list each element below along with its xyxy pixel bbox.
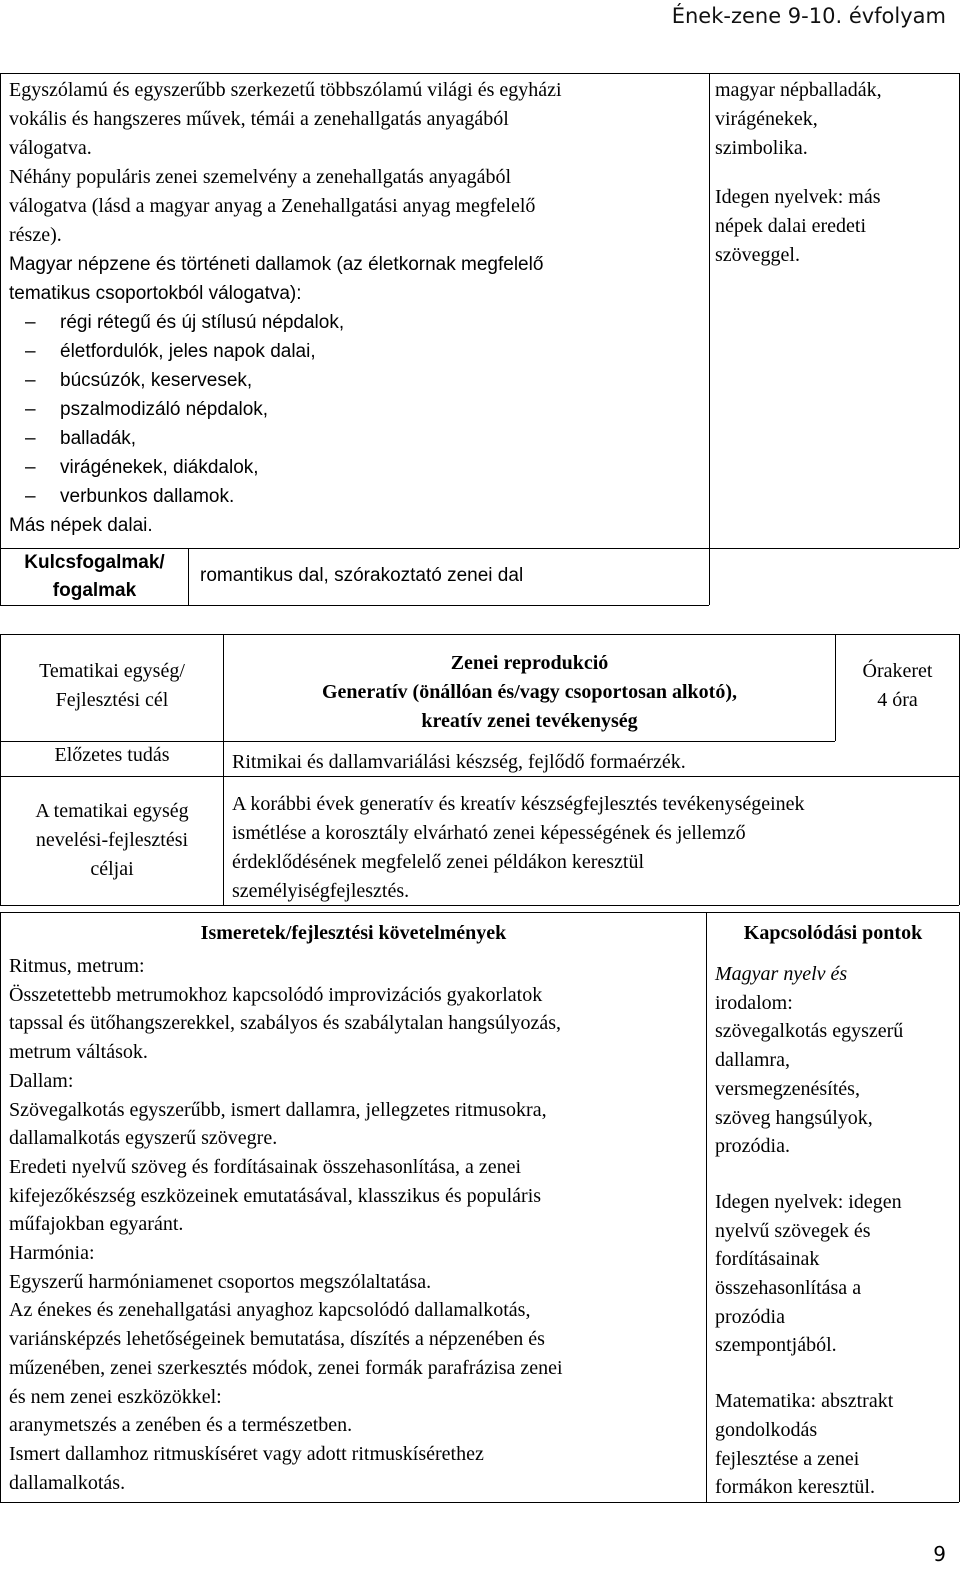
req-line: Ismert dallamhoz ritmuskíséret vagy adott ritmuskísérethez — [9, 1442, 484, 1465]
list-item-text: életfordulók, jeles napok dalai, — [60, 341, 316, 362]
req-line: dallamalkotás egyszerű szövegre. — [9, 1127, 278, 1150]
table-border — [0, 73, 959, 74]
list-item-text: verbunkos dallamok. — [60, 486, 235, 507]
goals-line: ismétlése a korosztály elvárható zenei képességének és jellemző — [232, 822, 746, 844]
req-line: műfajokban egyaránt. — [9, 1213, 184, 1236]
keywords-label-line: Kulcsfogalmak/ — [24, 552, 165, 573]
link-line: Matematika: absztrakt — [715, 1390, 894, 1413]
link-line: virágénekek, — [715, 108, 818, 130]
content-line: Magyar népzene és történeti dallamok (az életkornak megfelelő — [9, 254, 544, 275]
links-cell — [715, 76, 957, 270]
list-item-text: virágénekek, diákdalok, — [60, 457, 259, 478]
keywords-label-line: fogalmak — [52, 580, 137, 601]
link-line: szöveggel. — [715, 244, 800, 266]
document-header: Ének-zene 9-10. évfolyam — [671, 4, 946, 28]
link-line: versmegzenésítés, — [715, 1077, 860, 1100]
requirements-text — [9, 952, 705, 1497]
req-line: Az énekes és zenehallgatási anyaghoz kapcsolódó dallamalkotás, — [9, 1299, 531, 1322]
link-line: népek dalai eredeti — [715, 215, 867, 237]
link-line: összehasonlítása a — [715, 1277, 862, 1300]
link-line: dallamra, — [715, 1049, 790, 1072]
prior-value: Ritmikai és dallamvariálási készség, fejlődő formaérzék. — [232, 751, 686, 773]
list-item: – régi rétegű és új stílusú népdalok, — [25, 312, 345, 333]
content-line: Egyszólamú és egyszerűbb szerkezetű többszólamú világi és egyházi — [9, 79, 562, 101]
table-border — [0, 634, 959, 635]
unit-title-line: kreatív zenei tevékenység — [421, 710, 638, 732]
link-line: nyelvű szövegek és — [715, 1219, 871, 1242]
req-line: Összetettebb metrumokhoz kapcsolódó improvizációs gyakorlatok — [9, 983, 543, 1006]
link-line: prozódia — [715, 1305, 785, 1328]
table-border — [0, 605, 709, 606]
unit-label-line: Fejlesztési cél — [55, 689, 169, 711]
content-cell — [9, 76, 707, 540]
table-border — [0, 912, 1, 1502]
table-border — [709, 548, 710, 605]
req-line: Dallam: — [9, 1069, 74, 1092]
link-line: szövegalkotás egyszerű — [715, 1020, 904, 1043]
list-item-text: régi rétegű és új stílusú népdalok, — [60, 312, 345, 333]
req-line: Szövegalkotás egyszerűbb, ismert dallamra, jellegzetes ritmusokra, — [9, 1098, 547, 1121]
table-border — [0, 73, 1, 605]
link-line: szempontjából. — [715, 1334, 837, 1357]
table-border — [188, 548, 189, 605]
goals-label-line: A tematikai egység — [35, 800, 189, 822]
link-line: Idegen nyelvek: idegen — [715, 1190, 902, 1213]
link-line: szimbolika. — [715, 137, 808, 159]
unit-label — [1, 657, 223, 715]
hours-label: Órakeret — [862, 660, 933, 682]
content-line: vokális és hangszeres művek, témái a zenehallgatás anyagából — [9, 108, 509, 130]
content-line: Néhány populáris zenei szemelvény a zenehallgatás anyagából — [9, 166, 512, 188]
list-item: – verbunkos dallamok. — [25, 486, 235, 507]
link-line: Idegen nyelvek: más — [715, 186, 881, 208]
list-item: – balladák, — [25, 428, 137, 449]
goals-label-line: céljai — [90, 858, 134, 880]
table-border — [0, 912, 959, 913]
link-line: gondolkodás — [715, 1418, 818, 1441]
unit-label-line: Tematikai egység/ — [39, 660, 185, 682]
list-item: – pszalmodizáló népdalok, — [25, 399, 269, 420]
req-line: Eredeti nyelvű szöveg és fordításainak összehasonlítása, a zenei — [9, 1155, 522, 1178]
req-line: metrum váltások. — [9, 1041, 148, 1064]
req-line: műzenében, zenei szerkesztés módok, zenei formák parafrázisa zenei — [9, 1356, 563, 1379]
list-item: – életfordulók, jeles napok dalai, — [25, 341, 316, 362]
link-line: Magyar nyelv és — [715, 963, 848, 985]
links-cell — [715, 960, 958, 1502]
table-border — [709, 548, 959, 549]
content-line: Más népek dalai. — [9, 515, 153, 536]
list-item-text: pszalmodizáló népdalok, — [60, 399, 269, 420]
unit-title — [224, 649, 835, 736]
req-line: kifejezőkészség eszközeinek emutatásával, klasszikus és populáris — [9, 1184, 542, 1207]
link-line: formákon keresztül. — [715, 1476, 875, 1499]
unit-title-line: Zenei reprodukció — [450, 652, 609, 674]
link-line: fejlesztése a zenei — [715, 1447, 860, 1470]
link-line: magyar népballadák, — [715, 79, 882, 101]
link-line: szöveg hangsúlyok, — [715, 1106, 873, 1129]
links-header: Kapcsolódási pontok — [743, 922, 923, 944]
requirements-header: Ismeretek/fejlesztési követelmények — [200, 922, 507, 944]
table-border — [709, 73, 710, 548]
content-line: tematikus csoportokból válogatva): — [9, 283, 302, 304]
link-line: fordításainak — [715, 1248, 820, 1271]
keywords-label — [1, 549, 188, 605]
list-item: – búcsúzók, keservesek, — [25, 370, 253, 391]
list-item-text: balladák, — [60, 428, 137, 449]
goals-line: A korábbi évek generatív és kreatív készségfejlesztés tevékenységeinek — [232, 793, 805, 815]
list-item: – virágénekek, diákdalok, — [25, 457, 259, 478]
goals-line: személyiségfejlesztés. — [232, 880, 410, 902]
link-line: irodalom: — [715, 991, 793, 1014]
content-line: válogatva. — [9, 137, 92, 159]
table-border — [0, 1502, 959, 1503]
hours-value: 4 óra — [877, 689, 918, 711]
keywords-value: romantikus dal, szórakoztató zenei dal — [200, 565, 524, 586]
unit-title-line: Generatív (önállóan és/vagy csoportosan alkotó), — [322, 681, 737, 703]
req-line: tapssal és ütőhangszerekkel, szabályos és szabálytalan hangsúlyozás, — [9, 1012, 562, 1035]
goals-label-line: nevelési-fejlesztési — [35, 829, 189, 851]
req-line: Egyszerű harmóniamenet csoportos megszólaltatása. — [9, 1270, 432, 1293]
content-line: válogatva (lásd a magyar anyag a Zenehallgatási anyag megfelelő — [9, 195, 536, 217]
prior-label: Előzetes tudás — [54, 744, 170, 766]
goals-text — [232, 790, 958, 906]
req-line: Ritmus, metrum: — [9, 955, 145, 977]
list-item-text: búcsúzók, keservesek, — [60, 370, 253, 391]
content-line: része). — [9, 224, 62, 246]
req-line: dallamalkotás. — [9, 1471, 126, 1494]
hours-cell — [836, 657, 959, 715]
goals-label — [1, 797, 223, 884]
table-border — [223, 741, 835, 742]
req-line: variánsképzés lehetőségeinek bemutatása, díszítés a népzenében és — [9, 1328, 545, 1351]
goals-line: érdeklődésének megfelelő zenei példákon keresztül — [232, 851, 645, 873]
page-number: 9 — [933, 1542, 946, 1566]
link-line: prozódia. — [715, 1135, 790, 1158]
req-line: aranymetszés a zenében és a természetben. — [9, 1414, 353, 1437]
req-line: Harmónia: — [9, 1242, 95, 1265]
req-line: és nem zenei eszközökkel: — [9, 1385, 222, 1408]
table-border — [706, 912, 707, 1502]
